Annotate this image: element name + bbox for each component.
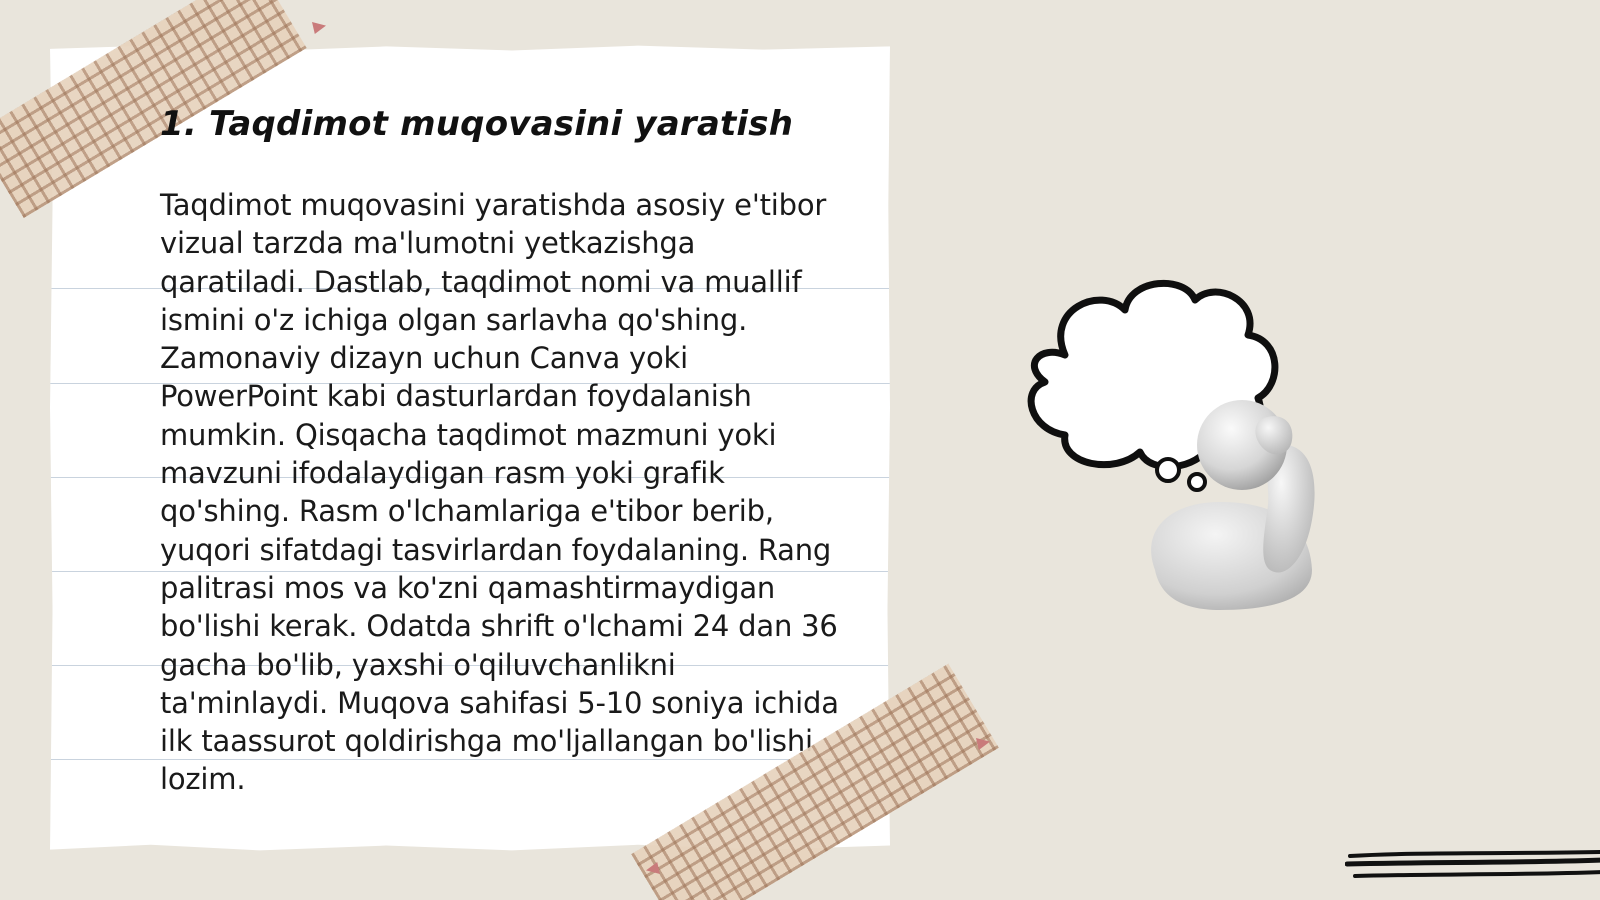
thinking-person-icon [1020,270,1350,620]
brush-strokes [1345,846,1600,896]
slide-body-text: Taqdimot muqovasini yaratishda asosiy e'tibor vizual tarzda ma'lumotni yetkazishga qaratiladi. Dastlab, taqdimot nomi va muallif ismini o'z ichiga olgan sarlavha qo'shing. Zamonaviy dizayn uchun Canva yoki PowerPoint kabi dasturlardan foydalanish mumkin. Qisqacha taqdimot mazmuni yoki mavzuni ifodalaydigan rasm yoki grafik qo'shing. Rasm o'lchamlariga e'tibor berib, yuqori sifatdagi tasvirlardan foydalaning. Rang palitrasi mos va ko'zni qamashtirmaydigan bo'lishi kerak. Odatda shrift o'lchami 24 dan 36 gacha bo'lib, yaxshi o'qiluvchanlikni ta'minlaydi. Muqova sahifasi 5-10 soniya ichida ilk taassurot qoldirishga mo'ljallangan bo'lishi lozim. [160,188,839,797]
tape-tick [312,22,326,34]
slide-title: 1. Taqdimot muqovasini yaratish [160,104,794,144]
